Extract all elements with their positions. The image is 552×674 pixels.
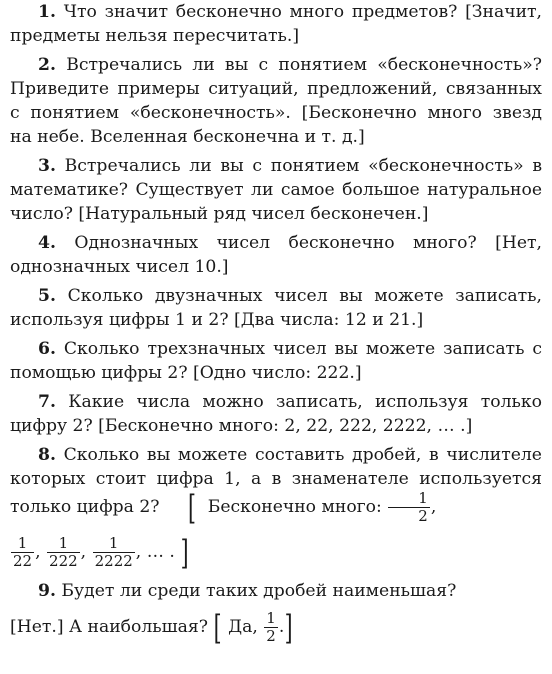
question-1 (10, 0, 542, 48)
question-text: Однозначных чисел бесконечно много? [Нет, однозначных чисел 10.] (10, 233, 542, 277)
question-9-answer: [Нет.] А наибольшая? [ Да, $\frac{1}{2}$ .] (10, 607, 293, 648)
question-number: 4. (38, 233, 56, 253)
answer-2-prefix: Да, (228, 617, 258, 637)
numerator: 1 (11, 536, 34, 553)
question-text: Что значит бесконечно много предметов? [Значит, предметы нельзя пересчитать.] (10, 2, 543, 46)
fraction (47, 536, 80, 569)
question-2: А наибольшая? (69, 617, 208, 637)
fraction-tail: , … . (135, 542, 175, 562)
question-number: 8. (38, 445, 56, 465)
numerator: 1 (266, 609, 276, 627)
question-number: 7. (38, 392, 56, 412)
question-number: 3. (38, 156, 56, 176)
denominator: 222 (49, 552, 78, 570)
right-bracket: ] (284, 607, 293, 648)
question-text: Сколько трехзначных чисел вы можете записать с помощью цифры 2? [Одно число: 222.] (10, 339, 542, 383)
denominator: 2 (418, 507, 428, 525)
right-bracket: ] (180, 532, 189, 573)
denominator: 2 (266, 627, 276, 645)
question-9 (10, 579, 542, 603)
question-text: Будет ли среди таких дробей наименьшая? (61, 581, 457, 601)
question-7 (10, 390, 542, 438)
question-number: 2. (38, 55, 56, 75)
numerator: 1 (47, 536, 80, 553)
numerator: 1 (93, 536, 135, 553)
answer-1: [Нет.] (10, 617, 64, 637)
denominator: 22 (13, 552, 33, 570)
left-bracket: [ (188, 487, 196, 528)
question-8: 8. Сколько вы можете составить дробей, в числителе которых стоит цифра 1, а в знаменателе используется только цифра 2? [ Бесконечно много: $\frac{1}{2}$ , (10, 445, 542, 528)
fraction (264, 611, 278, 644)
question-text: Сколько вы можете составить дробей, в числителе которых стоит цифра 1, а в знаменателе используется только цифра 2? (10, 445, 542, 517)
answer-prefix: Бесконечно много: (207, 497, 382, 517)
question-text: Встречались ли вы с понятием «бесконечность» в математике? Существует ли самое большое натуральное число? [Натуральный ряд чисел бесконечен.] (10, 156, 542, 224)
question-text: Какие числа можно записать, используя только цифру 2? [Бесконечно много: 2, 22, 222, 2222, … .] (10, 392, 543, 436)
question-text: Сколько двузначных чисел вы можете записать, используя цифры 1 и 2? [Два числа: 12 и 21.] (10, 286, 542, 330)
question-number: 1. (38, 2, 56, 22)
question-number: 5. (38, 286, 56, 306)
question-number: 9. (38, 581, 56, 601)
question-number: 6. (38, 339, 56, 359)
question-4 (10, 231, 542, 279)
question-3 (10, 154, 542, 226)
question-text: Встречались ли вы с понятием «бесконечность»? Приведите примеры ситуаций, предложений, связанных с понятием «бесконечность». [Бесконечно много звезд на небе. Вселенная бесконечна и т. д.] (10, 55, 542, 147)
textbook-page (10, 0, 542, 649)
question-5 (10, 284, 542, 332)
numerator: 1 (388, 491, 430, 508)
denominator: 2222 (94, 552, 133, 570)
fraction (388, 491, 430, 524)
fraction (11, 536, 34, 569)
question-8-fractions: $\frac{1}{22}$ , $\frac{1}{222}$ , $\frac{1}{2222}$ , … . ] (13, 532, 189, 573)
fraction (93, 536, 135, 569)
question-2 (10, 53, 542, 149)
left-bracket: [ (214, 607, 223, 648)
question-6 (10, 337, 542, 385)
